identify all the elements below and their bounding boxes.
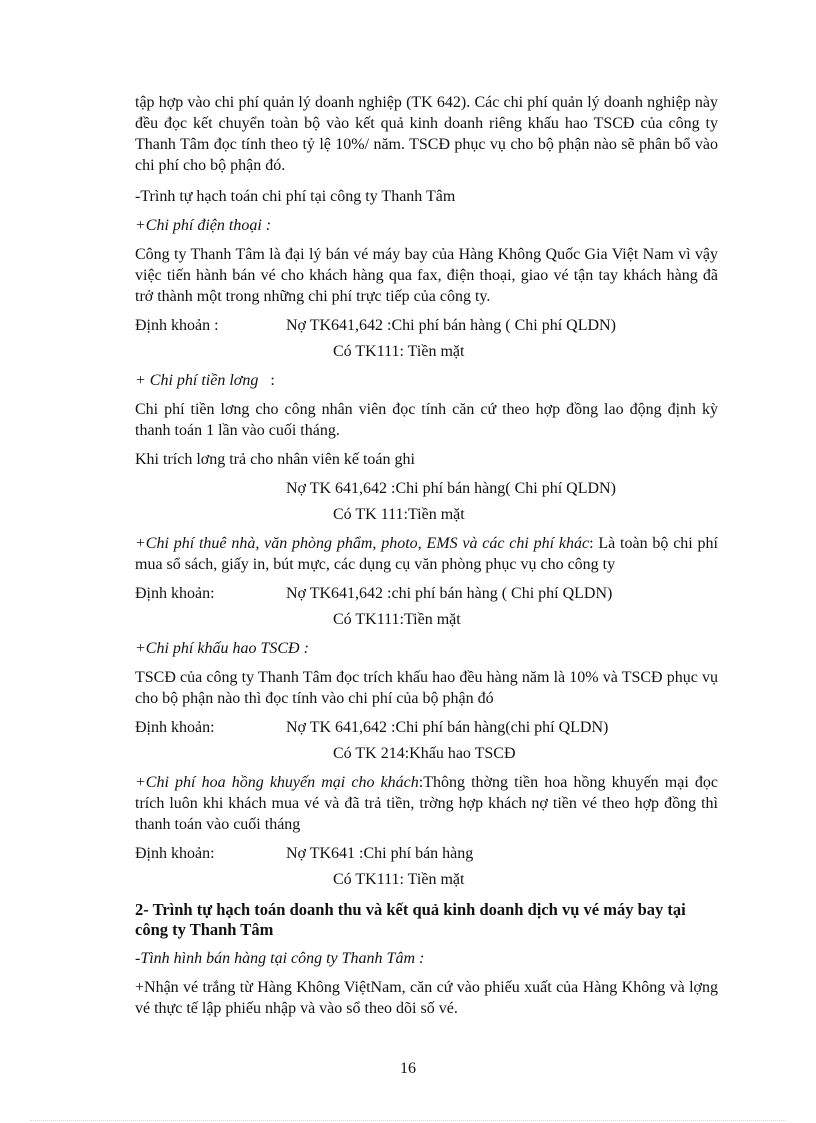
section1-title: -Trình tự hạch toán chi phí tại công ty Thanh Tâm	[135, 188, 456, 205]
depreciation-entry	[135, 717, 718, 738]
sales-heading: -Tình hình bán hàng tại công ty Thanh Tâm :	[135, 950, 425, 967]
salary-entry-debit: Nợ TK 641,642 :Chi phí bán hàng( Chi phí QLDN)	[286, 480, 616, 497]
phone-cost-heading: +Chi phí điện thoại :	[135, 217, 272, 234]
salary-cost-colon: :	[270, 372, 275, 389]
rent-entry-label: Định khoản:	[135, 585, 215, 602]
salary-note: Khi trích lơng trả cho nhân viên kế toán ghi	[135, 451, 415, 468]
rent-cost-heading: +Chi phí thuê nhà, văn phòng phẩm, photo, EMS và các chi phí khác	[135, 535, 590, 552]
rent-cost-text: : Là toàn bộ chi phí mua sổ sách, giấy in, bút mực, các dụng cụ văn phòng phục vụ cho công ty	[135, 535, 719, 573]
phone-entry	[135, 315, 718, 336]
commission-entry-label: Định khoản:	[135, 845, 215, 862]
depreciation-text: TSCĐ của công ty Thanh Tâm đọc trích khấu hao đều hàng năm là 10% và TSCĐ phục vụ cho bộ phận nào thì đọc tính vào chi phí của bộ phận đó	[135, 669, 718, 707]
salary-cost-heading-line	[135, 370, 718, 391]
depreciation-entry-label: Định khoản:	[135, 719, 215, 736]
rent-cost-paragraph	[135, 533, 718, 575]
commission-heading: +Chi phí hoa hồng khuyến mại cho khách	[135, 774, 419, 791]
commission-entry-credit: Có TK111: Tiền mặt	[333, 871, 465, 888]
commission-entry	[135, 843, 718, 864]
phone-entry-credit: Có TK111: Tiền mặt	[333, 343, 465, 360]
rent-entry	[135, 583, 718, 604]
depreciation-entry-debit: Nợ TK 641,642 :Chi phí bán hàng(chi phí QLDN)	[286, 719, 609, 736]
phone-entry-label: Định khoản :	[135, 317, 219, 334]
intro-paragraph: tập hợp vào chi phí quản lý doanh nghiệp (TK 642). Các chi phí quản lý doanh nghiệp này đều đọc kết chuyển toàn bộ vào kết quả kinh doanh riêng khấu hao TSCĐ của công ty Thanh Tâm đọc tính theo tỷ lệ 10%/ năm. TSCĐ phục vụ cho bộ phận nào sẽ phân bổ vào chi phí cho bộ phận đó.	[135, 94, 718, 174]
phone-entry-debit: Nợ TK641,642 :Chi phí bán hàng ( Chi phí QLDN)	[286, 317, 616, 334]
commission-paragraph	[135, 772, 718, 835]
salary-entry-credit: Có TK 111:Tiền mặt	[333, 506, 465, 523]
commission-text: :Thông thờng tiền hoa hồng khuyến mại đọc trích luôn khi khách mua vé và đã trả tiền, trờng hợp khách nợ tiền vé theo hợp đồng thì thanh toán vào cuối tháng	[135, 774, 719, 833]
rent-entry-credit: Có TK111:Tiền mặt	[333, 611, 461, 628]
depreciation-heading: +Chi phí khấu hao TSCĐ :	[135, 640, 309, 657]
rent-entry-debit: Nợ TK641,642 :chi phí bán hàng ( Chi phí QLDN)	[286, 585, 613, 602]
page-content	[135, 92, 718, 1019]
commission-entry-debit: Nợ TK641 :Chi phí bán hàng	[286, 845, 474, 862]
depreciation-entry-credit: Có TK 214:Khấu hao TSCĐ	[333, 745, 516, 762]
phone-cost-text: Công ty Thanh Tâm là đại lý bán vé máy bay của Hàng Không Quốc Gia Việt Nam vì vậy việc tiến hành bán vé cho khách hàng qua fax, điện thoại, giao vé tận tay khách hàng đã trở thành một trong những chi phí trực tiếp của công ty.	[135, 246, 718, 305]
footer-divider	[30, 1120, 786, 1121]
page-number: 16	[400, 1060, 416, 1077]
sales-text: +Nhận vé trắng từ Hàng Không ViệtNam, căn cứ vào phiếu xuất của Hàng Không và lợng vé thực tế lập phiếu nhập và vào sổ theo dõi số vé.	[135, 979, 718, 1017]
section2-heading: 2- Trình tự hạch toán doanh thu và kết quả kinh doanh dịch vụ vé máy bay tại công ty Thanh Tâm	[135, 900, 686, 939]
salary-cost-heading: + Chi phí tiền lơng	[135, 372, 259, 389]
salary-cost-text: Chi phí tiền lơng cho công nhân viên đọc tính căn cứ theo hợp đồng lao động định kỳ thanh toán 1 lần vào cuối tháng.	[135, 401, 718, 439]
